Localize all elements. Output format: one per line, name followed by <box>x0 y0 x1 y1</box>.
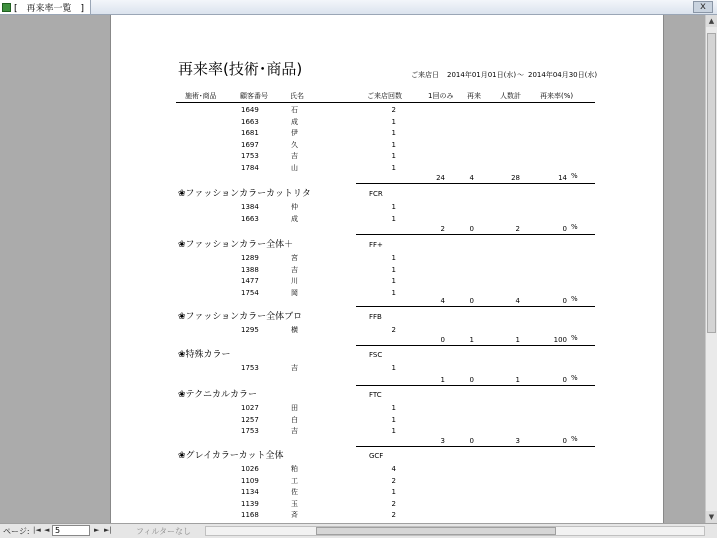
visit-count: 1 <box>391 117 396 126</box>
customer-number: 1754 <box>241 288 259 297</box>
repeat-rate: 100 <box>553 336 567 344</box>
customer-name: 宮 <box>291 254 298 262</box>
group-code: FSC <box>369 351 383 359</box>
visit-count: 1 <box>391 140 396 149</box>
period-end: 2014年04月30日(水) <box>528 71 598 79</box>
visit-count: 2 <box>391 499 396 508</box>
customer-number: 1134 <box>241 488 259 496</box>
period-label: ご来店日 <box>411 71 439 79</box>
once-total: 1 <box>440 376 445 384</box>
column-header: 再来 <box>467 92 481 100</box>
visit-count: 1 <box>391 265 396 274</box>
visit-count: 1 <box>391 288 396 297</box>
people-total: 28 <box>511 174 520 182</box>
divider <box>176 102 595 103</box>
repeat-rate: 14 <box>558 174 567 182</box>
visit-count: 1 <box>391 254 396 262</box>
customer-name: 工 <box>291 476 298 485</box>
percent-sign: % <box>571 374 578 382</box>
customer-number: 1649 <box>241 106 259 114</box>
visit-count: 1 <box>391 415 396 424</box>
visit-count: 2 <box>391 511 396 519</box>
people-total: 2 <box>515 225 520 233</box>
customer-name: 白 <box>291 415 298 424</box>
customer-name: 佐 <box>291 488 298 496</box>
divider <box>356 306 595 307</box>
customer-name: 田 <box>291 404 298 412</box>
group-code: FTC <box>369 391 382 399</box>
once-total: 4 <box>440 297 445 305</box>
group-name: ❀ファッションカラーカットリタ <box>178 189 311 199</box>
people-total: 1 <box>515 376 520 384</box>
next-page-icon[interactable]: ► <box>94 526 100 534</box>
customer-number: 1681 <box>241 129 259 137</box>
column-header: 顧客番号 <box>240 92 268 100</box>
percent-sign: % <box>571 435 578 443</box>
customer-number: 1388 <box>241 265 259 274</box>
customer-number: 1168 <box>241 511 259 519</box>
visit-count: 1 <box>391 404 396 412</box>
group-name: ❀ファッションカラー全体ブロ <box>178 312 303 322</box>
divider <box>356 385 595 386</box>
visit-count: 1 <box>391 152 396 160</box>
divider <box>356 345 595 346</box>
divider <box>356 183 595 184</box>
customer-name: 横 <box>291 326 298 334</box>
repeat-rate: 0 <box>562 297 567 305</box>
customer-number: 1663 <box>241 214 259 223</box>
visit-count: 1 <box>391 163 396 172</box>
customer-name: 吉 <box>291 152 298 160</box>
once-total: 24 <box>436 174 445 182</box>
repeat-total: 0 <box>469 376 474 384</box>
scroll-thumb[interactable] <box>707 33 716 333</box>
customer-number: 1295 <box>241 326 259 334</box>
repeat-total: 0 <box>469 437 474 445</box>
visit-count: 1 <box>391 214 396 223</box>
customer-number: 1663 <box>241 117 259 126</box>
customer-name: 川 <box>291 277 298 285</box>
hscroll-thumb[interactable] <box>316 527 556 535</box>
repeat-total: 0 <box>469 225 474 233</box>
visit-count: 1 <box>391 203 396 211</box>
people-total: 3 <box>515 437 520 445</box>
prev-page-icon[interactable]: ◄ <box>44 526 50 534</box>
group-name: ❀グレイカラーカット全体 <box>178 451 284 461</box>
repeat-rate: 0 <box>562 437 567 445</box>
customer-name: 粕 <box>291 465 298 473</box>
close-button[interactable]: x <box>693 1 713 13</box>
customer-number: 1753 <box>241 364 259 372</box>
customer-number: 1139 <box>241 499 259 508</box>
visit-count: 1 <box>391 427 396 435</box>
customer-name: 久 <box>291 140 298 149</box>
customer-number: 1289 <box>241 254 259 262</box>
visit-count: 2 <box>391 326 396 334</box>
customer-number: 1477 <box>241 277 259 285</box>
group-name: ❀テクニカルカラー <box>178 390 258 400</box>
percent-sign: % <box>571 334 578 342</box>
people-total: 1 <box>515 336 520 344</box>
divider <box>356 234 595 235</box>
customer-name: 成 <box>291 117 298 126</box>
report-icon <box>2 3 11 12</box>
customer-name: 吉 <box>291 265 298 274</box>
group-name: ❀ファッションカラー全体＋ <box>178 240 294 250</box>
repeat-rate: 0 <box>562 376 567 384</box>
report-tab-label: [ 再来率一覧 ] <box>14 3 85 14</box>
visit-count: 1 <box>391 129 396 137</box>
visit-count: 4 <box>391 465 396 473</box>
period-start: 2014年01月01日(水) <box>447 71 517 79</box>
filter-status[interactable]: フィルターなし <box>136 527 192 536</box>
customer-name: 石 <box>291 106 298 114</box>
horizontal-scrollbar[interactable] <box>205 526 705 536</box>
divider <box>356 446 595 447</box>
repeat-total: 0 <box>469 297 474 305</box>
once-total: 2 <box>440 225 445 233</box>
percent-sign: % <box>571 295 578 303</box>
group-code: FCR <box>369 190 383 198</box>
column-header: 1回のみ <box>428 92 454 100</box>
column-header: 再来率(%) <box>540 92 574 100</box>
percent-sign: % <box>571 223 578 231</box>
group-name: ❀特殊カラー <box>178 350 231 360</box>
customer-number: 1697 <box>241 140 259 149</box>
visit-count: 2 <box>391 106 396 114</box>
once-total: 0 <box>440 336 445 344</box>
status-bar <box>0 523 717 538</box>
customer-name: 仲 <box>291 203 298 211</box>
visit-count: 1 <box>391 277 396 285</box>
scroll-down-icon[interactable]: ▼ <box>706 511 717 523</box>
visit-count: 1 <box>391 364 396 372</box>
once-total: 3 <box>440 437 445 445</box>
customer-name: 吉 <box>291 364 298 372</box>
column-header: 施術･商品 <box>185 92 217 100</box>
customer-name: 山 <box>291 163 298 172</box>
customer-name: 成 <box>291 214 298 223</box>
customer-number: 1257 <box>241 415 259 424</box>
customer-number: 1027 <box>241 404 259 412</box>
report-title: 再来率(技術･商品) <box>178 60 303 78</box>
customer-number: 1109 <box>241 476 259 485</box>
customer-name: 斉 <box>291 511 298 519</box>
group-code: FF+ <box>369 241 383 249</box>
column-header: 氏名 <box>290 92 304 100</box>
first-page-icon[interactable]: |◄ <box>33 526 41 534</box>
column-header: 人数計 <box>500 92 521 100</box>
people-total: 4 <box>515 297 520 305</box>
report-page <box>110 15 664 523</box>
customer-number: 1753 <box>241 427 259 435</box>
customer-number: 1026 <box>241 465 259 473</box>
last-page-icon[interactable]: ►| <box>104 526 112 534</box>
customer-name: 伊 <box>291 129 298 137</box>
group-code: FFB <box>369 313 382 321</box>
period-separator: ～ <box>517 71 524 79</box>
window-titlebar <box>0 0 717 15</box>
repeat-total: 1 <box>469 336 474 344</box>
repeat-total: 4 <box>469 174 474 182</box>
customer-name: 吉 <box>291 427 298 435</box>
page-number-input[interactable] <box>52 525 90 536</box>
column-header: ご来店回数 <box>367 92 402 100</box>
page-label: ページ: <box>3 527 30 536</box>
visit-count: 1 <box>391 488 396 496</box>
customer-number: 1753 <box>241 152 259 160</box>
customer-number: 1784 <box>241 163 259 172</box>
percent-sign: % <box>571 172 578 180</box>
report-tab[interactable] <box>0 0 91 14</box>
repeat-rate: 0 <box>562 225 567 233</box>
customer-number: 1384 <box>241 203 259 211</box>
vertical-scrollbar[interactable] <box>705 15 717 523</box>
group-code: GCF <box>369 452 384 460</box>
customer-name: 岡 <box>291 288 298 297</box>
customer-name: 玉 <box>291 499 298 508</box>
visit-count: 2 <box>391 476 396 485</box>
scroll-up-icon[interactable]: ▲ <box>706 15 717 27</box>
